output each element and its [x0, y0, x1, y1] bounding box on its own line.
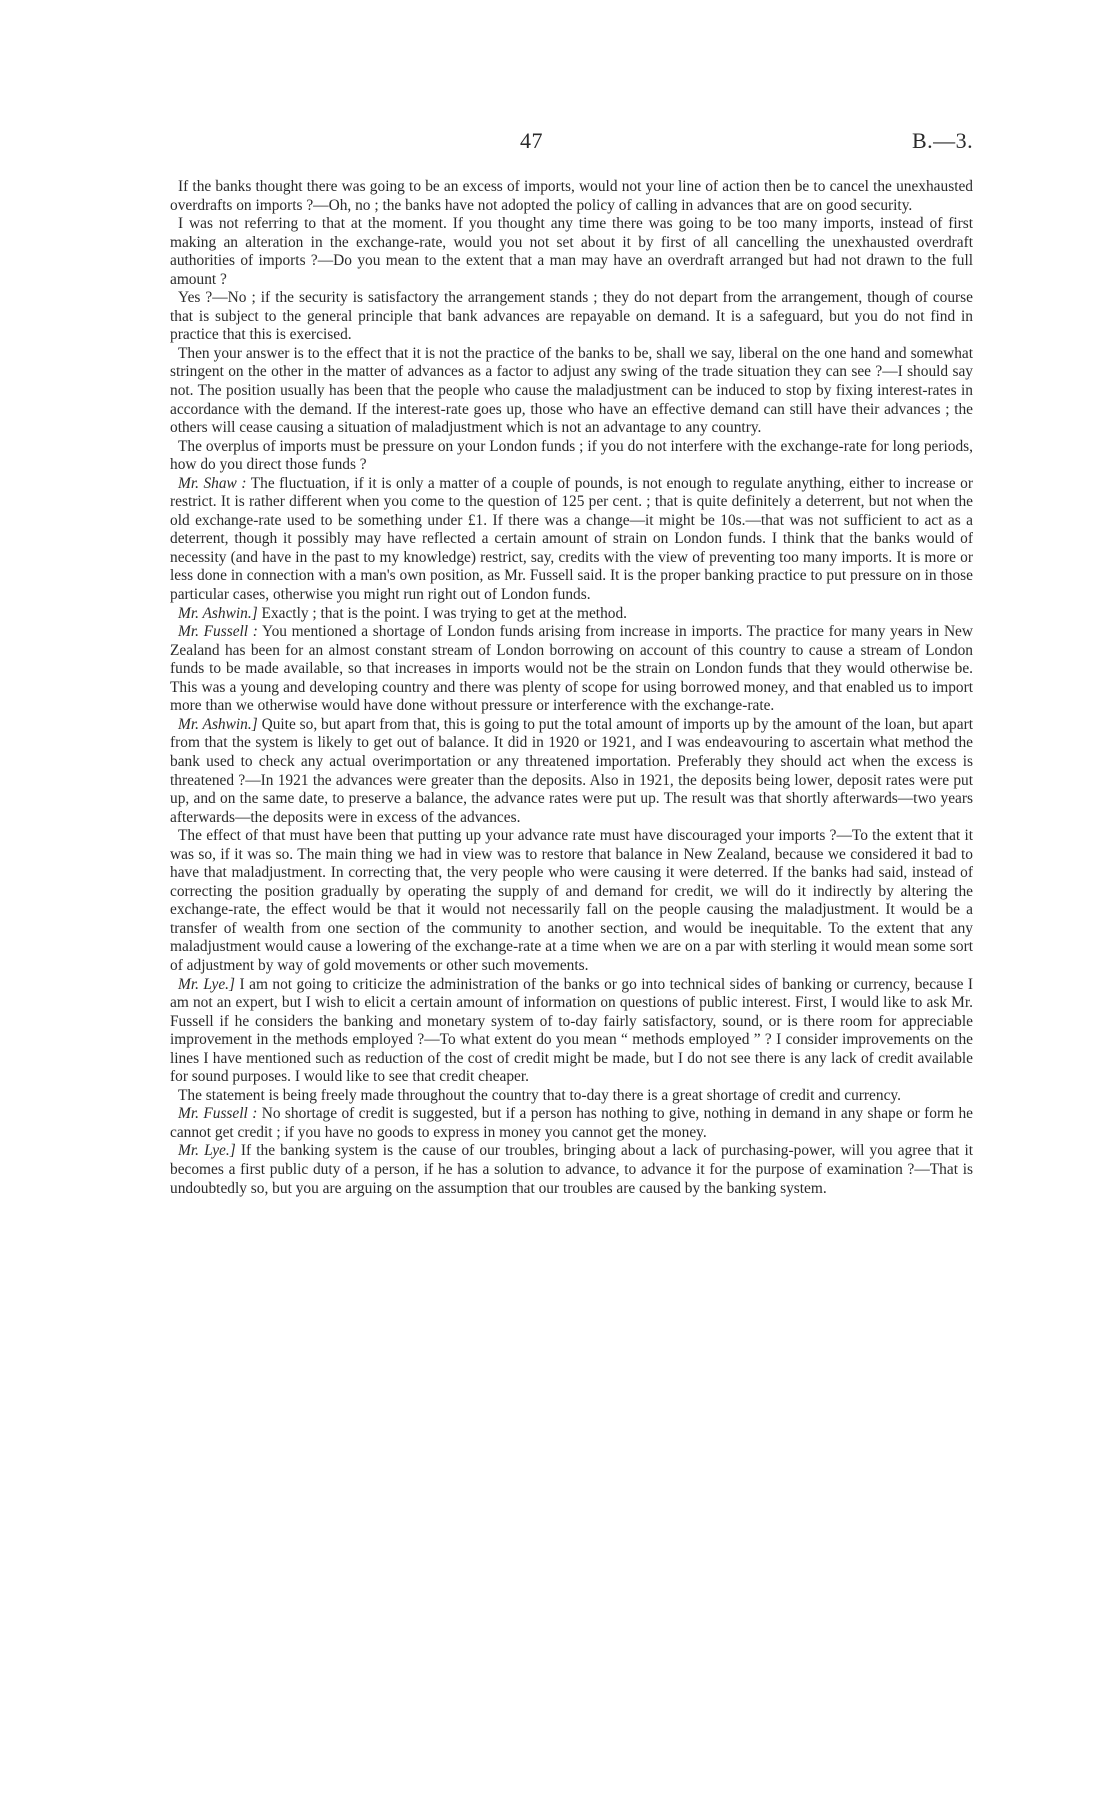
paragraph-6: [170, 475, 973, 605]
paragraph-text: If the banks thought there was going to be an excess of imports, would not your line of action then be to cancel the unexhausted overdrafts on imports ?—Oh, no ; the banks have not adopted the policy of calling in advances that are on good security.: [170, 178, 973, 214]
paragraph-text: I was not referring to that at the moment. If you thought any time there was going to be too many imports, instead of first making an alteration in the exchange-rate, would you not set about it by first of all cancelling the unexhausted overdraft authorities of imports ?—Do you mean to the extent that a man may have an overdraft arranged but had not drawn to the full amount ?: [170, 215, 973, 288]
paragraph-3: [170, 289, 973, 345]
paragraph-text: Yes ?—No ; if the security is satisfactory the arrangement stands ; they do not depart from the arrangement, though of course that is subject to the general principle that bank advances are repayable on demand. It is a safeguard, but you do not find in practice that this is exercised.: [170, 289, 973, 344]
paragraph-14: [170, 1142, 973, 1198]
paragraph-text: I am not going to criticize the administration of the banks or go into technical sides of banking or currency, because I am not an expert, but I wish to elicit a certain amount of information on questions of public interest. First, I would like to ask Mr. Fussell if he considers the banking and monetary system of to-day fairly satisfactory, sound, or is there room for appreciable improvement in the methods employed ?—To what extent do you mean “ methods employed ” ? I consider improvements on the lines I have mentioned such as reduction of the cost of credit might be made, but I do not see there is any lack of credit available for sound purposes. I would like to see that credit cheaper.: [170, 975, 973, 1086]
speaker-label: Mr. Fussell :: [178, 623, 258, 641]
paragraph-9: [170, 716, 973, 827]
paragraph-text: The overplus of imports must be pressure on your London funds ; if you do not interfere with the exchange-rate for long periods, how do you direct those funds ?: [170, 437, 973, 474]
paragraph-13: [170, 1105, 973, 1142]
page-number: 47: [520, 128, 543, 153]
paragraph-text: Quite so, but apart from that, this is going to put the total amount of imports up by the amount of the loan, but apart from that the system is likely to get out of balance. It did in 1920 or 1921, and I was endeavouring to ascertain what method the bank used to check any actual overimportation or any threatened importation. Preferably they should act when the excess is threatened ?—In 1921 the advances were greater than the deposits. Also in 1921, the deposits being lower, deposit rates were put up, and on the same date, to preserve a balance, the advance rates were put up. The result was that shortly afterwards—two years afterwards—the deposits were in excess of the advances.: [170, 715, 973, 826]
paragraph-text: The statement is being freely made throughout the country that to-day there is a great shortage of credit and currency.: [178, 1086, 901, 1104]
paragraph-text: The fluctuation, if it is only a matter of a couple of pounds, is not enough to regulate anything, either to increase or restrict. It is rather different when you come to the question of 125 per cent. ; that is quite definitely a deterrent, but not when the old exchange-rate used to be something under £1. If there was a change—it might be 10s.—that was not sufficient to act as a deterrent, though it possibly may have reflected a certain amount of strain on London funds. I think that the banks would of necessity (and have in the past to my knowledge) restrict, say, credits with the view of preventing too many imports. It is more or less done in connection with a man's own position, as Mr. Fussell said. It is the proper banking practice to put pressure on in those particular cases, otherwise you might run right out of London funds.: [170, 474, 973, 604]
paragraph-12: [170, 1087, 973, 1106]
speaker-label: Mr. Ashwin.]: [178, 715, 258, 733]
paragraph-text: Then your answer is to the effect that it is not the practice of the banks to be, shall we say, liberal on the one hand and somewhat stringent on the other in the matter of advances as a factor to adjust any swing of the trade situation they can see ?—I should say not. The position usually has been that the people who cause the maladjustment can be induced to stop by fixing interest-rates in accordance with the demand. If the interest-rate goes up, those who have an effective demand can still have their advances ; the others will cease causing a situation of maladjustment which is not an advantage to any country.: [170, 344, 973, 437]
speaker-label: Mr. Lye.]: [178, 975, 236, 993]
paragraph-7: [170, 605, 973, 624]
speaker-label: Mr. Fussell :: [178, 1105, 258, 1123]
paragraph-11: [170, 976, 973, 1087]
page-header: [0, 128, 1114, 158]
speaker-label: Mr. Shaw :: [178, 474, 247, 492]
paragraph-1: [170, 178, 973, 215]
paragraph-8: [170, 623, 973, 716]
speaker-label: Mr. Lye.]: [178, 1142, 236, 1160]
paragraph-text: You mentioned a shortage of London funds arising from increase in imports. The practice for many years in New Zealand has been for an almost constant stream of London borrowing on account of this country to cause a stream of London funds to be made available, so that increases in imports would not be the strain on London funds that they would otherwise be. This was a young and developing country and there was plenty of scope for using borrowed money, and that enabled us to import more than we otherwise would have done without pressure or interference with the exchange-rate.: [170, 623, 974, 715]
document-body: [170, 178, 973, 1198]
paragraph-4: [170, 345, 973, 438]
paragraph-5: [170, 438, 973, 475]
document-reference: B.—3.: [912, 128, 974, 153]
paragraph-10: [170, 827, 973, 975]
paragraph-text: The effect of that must have been that putting up your advance rate must have discouraged your imports ?—To the extent that it was so, if it was so. The main thing we had in view was to restore that balance in New Zealand, because we considered it bad to have that maladjustment. In correcting that, the very people who were causing it were deterred. If the banks had said, instead of correcting the position gradually by operating the supply of and demand for credit, we will do it indirectly by altering the exchange-rate, the effect would be that it would not necessarily fall on the people causing the maladjustment. It would be a transfer of wealth from one section of the community to another section, and would be inequitable. To the extent that any maladjustment would cause a lowering of the exchange-rate at a time when we are on a par with sterling it would mean some sort of adjustment by way of gold movements or other such movements.: [170, 827, 973, 974]
paragraph-text: Exactly ; that is the point. I was trying to get at the method.: [261, 604, 627, 622]
paragraph-2: [170, 215, 973, 289]
speaker-label: Mr. Ashwin.]: [178, 604, 258, 622]
paragraph-text: If the banking system is the cause of our troubles, bringing about a lack of purchasing-power, will you agree that it becomes a first public duty of a person, if he has a solution to advance, to advance it for the purpose of examination ?—That is undoubtedly so, but you are arguing on the assumption that our troubles are caused by the banking system.: [170, 1142, 973, 1197]
paragraph-text: No shortage of credit is suggested, but if a person has nothing to give, nothing in demand in any shape or form he cannot get credit ; if you have no goods to express in money you cannot get the money.: [170, 1105, 973, 1141]
